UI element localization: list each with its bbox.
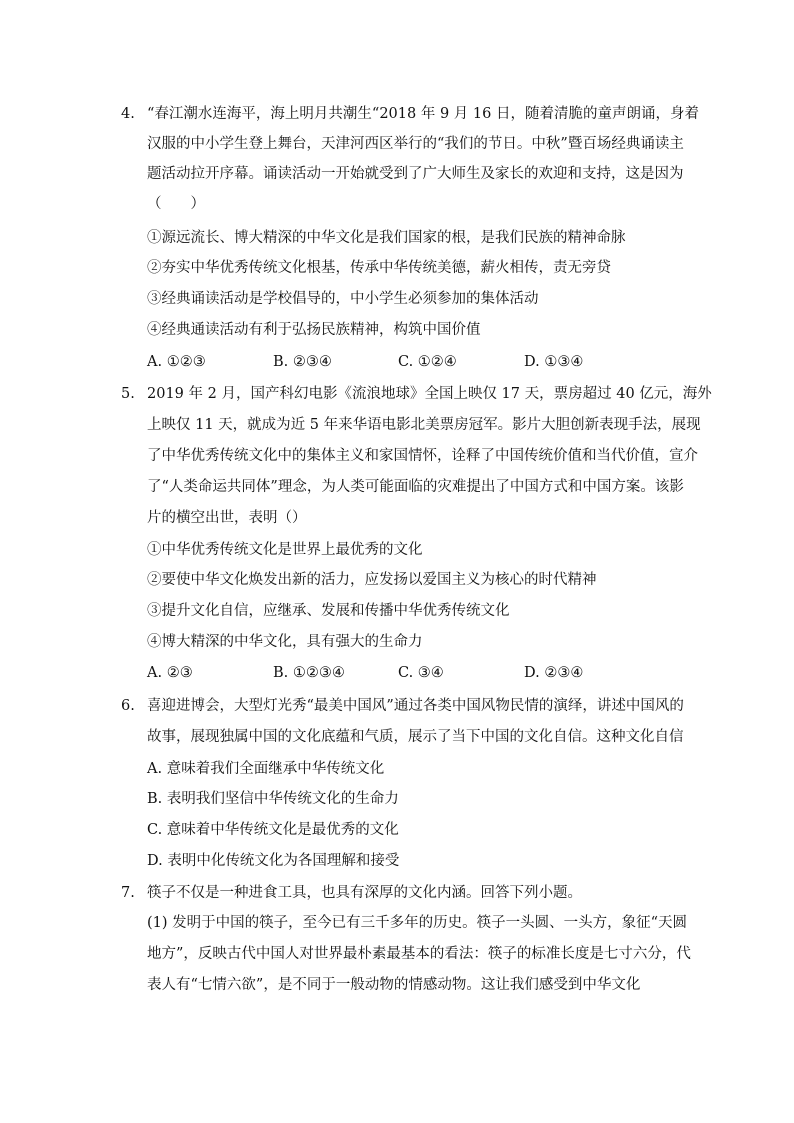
- question-stem-line: (1) 发明于中国的筷子，至今已有三千多年的历史。筷子一头圆、一头方，象征“天圆: [147, 915, 688, 931]
- statement-item: ③提升文化自信，应继承、发展和传播中华优秀传统文化: [147, 603, 510, 619]
- statement-item: ②夯实中华优秀传统文化根基，传承中华传统美德，薪火相传，责无旁贷: [147, 260, 611, 276]
- question-stem-line: 片的横空出世，表明（）: [147, 510, 307, 526]
- question-stem-line: 2019 年 2 月，国产科幻电影《流浪地球》全国上映仅 17 天，票房超过 40 亿元，海外: [147, 386, 712, 402]
- question-stem-line: 表人有“七情六欲”，是不同于一般动物的情感动物。这让我们感受到中华文化: [147, 977, 641, 993]
- statement-item: ④博大精深的中华文化，具有强大的生命力: [147, 634, 423, 650]
- question-number: 5.: [121, 386, 135, 402]
- question-stem-line: 了“人类命运共同体”理念，为人类可能面临的灾难提出了中国方式和中国方案。该影: [147, 479, 684, 495]
- statement-item: ②要使中华文化焕发出新的活力，应发扬以爱国主义为核心的时代精神: [147, 572, 597, 588]
- question-stem-line: “春江潮水连海平，海上明月共潮生“2018 年 9 月 16 日，随着清脆的童声朗诵，身着: [147, 106, 699, 122]
- choice-d[interactable]: D. ①③④: [524, 354, 584, 370]
- statement-item: ①源远流长、博大精深的中华文化是我们国家的根，是我们民族的精神命脉: [147, 230, 626, 246]
- choice-c[interactable]: C. ①②④: [398, 354, 457, 370]
- question-stem-line: 汉服的中小学生登上舞台，天津河西区举行的“我们的节日。中秋”暨百场经典诵读主: [147, 136, 684, 152]
- choice-b[interactable]: B. ②③④: [273, 354, 332, 370]
- statement-item: ③经典诵读活动是学校倡导的，中小学生必须参加的集体活动: [147, 291, 539, 307]
- question-stem-line: 筷子不仅是一种进食工具，也具有深厚的文化内涵。回答下列小题。: [147, 885, 582, 901]
- option-b[interactable]: B. 表明我们坚信中华传统文化的生命力: [147, 791, 399, 807]
- question-number: 7.: [121, 885, 135, 901]
- choice-c[interactable]: C. ③④: [398, 665, 444, 681]
- option-a[interactable]: A. 意味着我们全面继承中华传统文化: [147, 761, 385, 777]
- choice-d[interactable]: D. ②③④: [524, 665, 584, 681]
- question-stem-line: 地方”，反映古代中国人对世界最朴素最基本的看法：筷子的标准长度是七寸六分，代: [147, 946, 691, 962]
- choice-b[interactable]: B. ①②③④: [273, 665, 345, 681]
- statement-item: ④经典通读活动有利于弘扬民族精神，构筑中国价值: [147, 322, 481, 338]
- question-number: 6.: [121, 698, 135, 714]
- statement-item: ①中华优秀传统文化是世界上最优秀的文化: [147, 542, 423, 558]
- question-stem-line: 故事，展现独属中国的文化底蕴和气质，展示了当下中国的文化自信。这种文化自信: [147, 729, 684, 745]
- question-number: 4.: [121, 106, 135, 122]
- question-stem-line: 上映仅 11 天，就成为近 5 年来华语电影北美票房冠军。影片大胆创新表现手法，展现: [147, 417, 701, 433]
- question-stem-line: （ ）: [147, 196, 205, 212]
- question-stem-line: 喜迎进博会，大型灯光秀“最美中国风”通过各类中国风物民情的演绎，讲述中国风的: [147, 698, 684, 714]
- question-stem-line: 了中华优秀传统文化中的集体主义和家国情怀，诠释了中国传统价值和当代价值，宣介: [147, 448, 698, 464]
- choice-a[interactable]: A. ①②③: [147, 354, 206, 370]
- choice-a[interactable]: A. ②③: [147, 665, 193, 681]
- option-d[interactable]: D. 表明中化传统文化为各国理解和接受: [147, 853, 400, 869]
- question-stem-line: 题活动拉开序幕。诵读活动一开始就受到了广大师生及家长的欢迎和支持，这是因为: [147, 166, 684, 182]
- option-c[interactable]: C. 意味着中华传统文化是最优秀的文化: [147, 822, 399, 838]
